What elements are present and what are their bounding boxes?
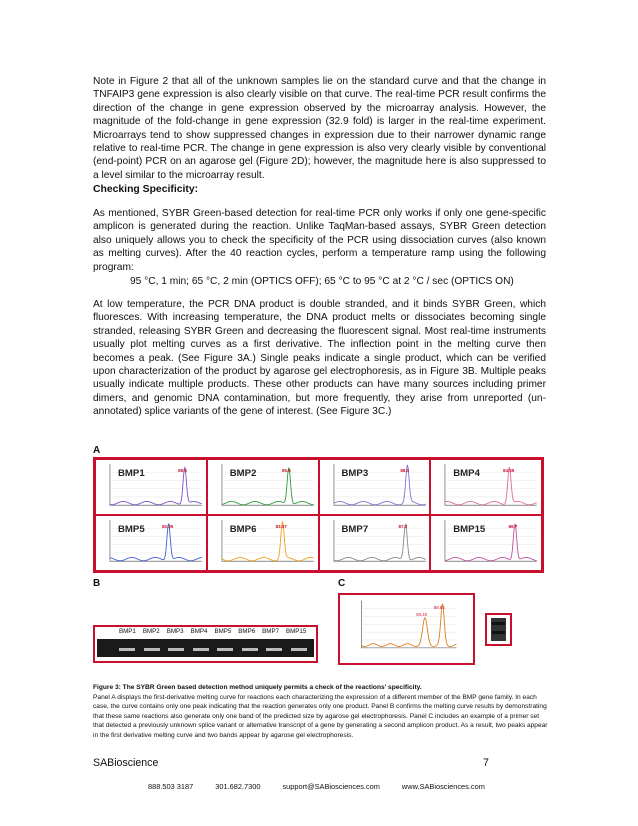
melt-curve-cell-bmp4 [431, 460, 541, 514]
paragraph-melting-curves: At low temperature, the PCR DNA product is double stranded, and it binds SYBR Green, which fluoresces. With increasing temperature, the DNA product melts or dissociates becoming single stranded, releasing SYBR Green and decreasing the fluorescent signal. Most real-time instruments usually plot melting curves as a first derivative. The inflection point in the melting curve then becomes a peak. (See Figure 3A.) Single peaks indicate a single product, which can be verified upon characterization of the product by agarose gel electrophoresis, as in Figure 3B. Multiple peaks usually indicate multiple products. These other products can have many sources including primer dimers, and genomic DNA contamination, but more frequently, they arise from unreported (un-annotated) splice variants of the gene of interest. (See Figure 3C.) [93, 299, 546, 418]
panel-a-label: A [93, 445, 101, 456]
gel-lane-label: BMP3 [166, 628, 184, 635]
melt-curve-cell-bmp1 [96, 460, 206, 514]
gel-image [97, 639, 314, 657]
gel-band [168, 648, 184, 651]
gel-lane-label: BMP7 [262, 628, 280, 635]
footer-phone-2: 301.682.7300 [215, 782, 261, 791]
gel-band-upper [492, 622, 505, 625]
melt-curve-title: BMP15 [453, 524, 486, 535]
melt-curve-plot [431, 460, 541, 514]
panel-c-peak-label: 89.85 [433, 605, 445, 611]
temperature-program: 95 °C, 1 min; 65 °C, 2 min (OPTICS OFF); 65 °C to 95 °C at 2 °C / sec (OPTICS ON) [130, 276, 514, 287]
melt-curve-title: BMP5 [118, 524, 145, 535]
melt-curve-cell-bmp7 [320, 516, 430, 570]
peak-label: 84.55 [503, 467, 515, 473]
gel-band-lower [492, 631, 505, 634]
melt-curve-plot [208, 516, 318, 570]
melt-curve-cell-bmp15 [431, 516, 541, 570]
melt-curve-title: BMP6 [229, 524, 257, 535]
gel-band [291, 648, 307, 651]
melt-curve-plot [208, 460, 318, 514]
melt-curve-plot [431, 516, 541, 570]
peak-label: 82.35 [161, 523, 174, 529]
panel-c-peak-label: 83.40 [416, 611, 428, 617]
gel-lane-label: BMP5 [214, 628, 232, 635]
melt-curve-title: BMP3 [341, 468, 369, 479]
figure-3-caption [93, 683, 548, 740]
gel-band [217, 648, 233, 651]
gel-band [266, 648, 282, 651]
gel-band [193, 648, 209, 651]
figure-3a-melt-curve-grid [93, 457, 544, 573]
footer-contacts [148, 782, 485, 791]
figure-3c-gel [485, 613, 512, 646]
panel-c-label: C [338, 578, 346, 589]
melt-curve-title: BMP2 [229, 468, 257, 479]
footer-page-number: 7 [483, 757, 489, 769]
melt-curve-plot [96, 460, 206, 514]
paragraph-sybr-green-specificity: As mentioned, SYBR Green-based detection for real-time PCR only works if only one gene-specific amplicon is generated during the reaction. Unlike TaqMan-based assays, SYBR Green detection also uniquely allows you to check the specificity of the PCR using dissociation curves (also known as melting curves). After the 40 reaction cycles, perform a temperature ramp using the following program: [93, 208, 546, 273]
peak-label: 88.5 [178, 467, 187, 473]
panel-c-melt-plot [340, 595, 473, 663]
melt-curve-plot [320, 460, 430, 514]
peak-label: 87.3 [398, 523, 408, 529]
section-heading-checking-specificity: Checking Specificity: [93, 184, 199, 195]
gel-lane-label: BMP4 [190, 628, 208, 635]
footer-email-link[interactable]: support@SABiosciences.com [282, 782, 380, 791]
panel-c-gel-image [491, 618, 506, 641]
footer-phone-1: 888.503 3187 [148, 782, 194, 791]
figure-3b-agarose-gel [93, 625, 318, 663]
peak-label: 88.0 [400, 467, 410, 473]
gel-lane-label: BMP2 [142, 628, 160, 635]
footer-website-link[interactable]: www.SABiosciences.com [401, 782, 485, 791]
gel-lane-label: BMP1 [119, 628, 136, 635]
melt-curve-cell-bmp6 [208, 516, 318, 570]
melt-curve-cell-bmp3 [320, 460, 430, 514]
caption-title: Figure 3: The SYBR Green based detection method uniquely permits a check of the reactions' specificity. [93, 684, 422, 691]
gel-band [144, 648, 160, 651]
gel-band [119, 648, 135, 651]
gel-band [242, 648, 258, 651]
gel-lane-label: BMP15 [286, 628, 307, 635]
melt-curve-plot [96, 516, 206, 570]
melt-curve-title: BMP7 [341, 524, 369, 535]
footer-company: SABioscience [93, 757, 159, 769]
caption-text: Panel A displays the first-derivative melting curve for reactions each characterizing the expression of a different member of the BMP gene family. In each case, the curve contains only one peak indicating that the reaction generates only one product. Panel B confirms the melting curve results by demonstrating that these same reactions also generate only one band of the predicted size by agarose gel electrophoresis. Panel C includes an example of a primer set that detected a previously unknown splice variant or alternative transcript of a gene by generating a second amplicon product. As a result, two peaks appear in the first derivative melting curve and two bands appear by agarose gel electrophoresis. [93, 693, 548, 739]
panel-b-label: B [93, 578, 101, 589]
gel-lane-labels [119, 628, 306, 635]
melt-curve-title: BMP4 [453, 468, 480, 479]
melt-curve-title: BMP1 [118, 468, 145, 479]
gel-lane-label: BMP6 [238, 628, 256, 635]
peak-label: 86.7 [508, 523, 518, 529]
paragraph-figure2-discussion: Note in Figure 2 that all of the unknown samples lie on the standard curve and that the change in TNFAIP3 gene expression is also clearly visible on that curve. The real-time PCR result confirms the direction of the change in gene expression observed by the microarray analysis. However, the magnitude of the fold-change in gene expression (32.9 fold) is larger in the real-time experiment. Microarrays tend to show suppressed changes in expression due to their narrower dynamic range relative to real-time PCR. The change in gene expression is also very clearly visible by conventional (end-point) PCR on an agarose gel (Figure 2D); however, the magnitude here is also suppressed to a level similar to the microarray result. [93, 76, 546, 181]
melt-curve-cell-bmp2 [208, 460, 318, 514]
peak-label: 83.07 [275, 523, 287, 529]
figure-3c-melt-curve [338, 593, 475, 665]
melt-curve-plot [320, 516, 430, 570]
peak-label: 85.5 [282, 467, 291, 473]
melt-curve-cell-bmp5 [96, 516, 206, 570]
